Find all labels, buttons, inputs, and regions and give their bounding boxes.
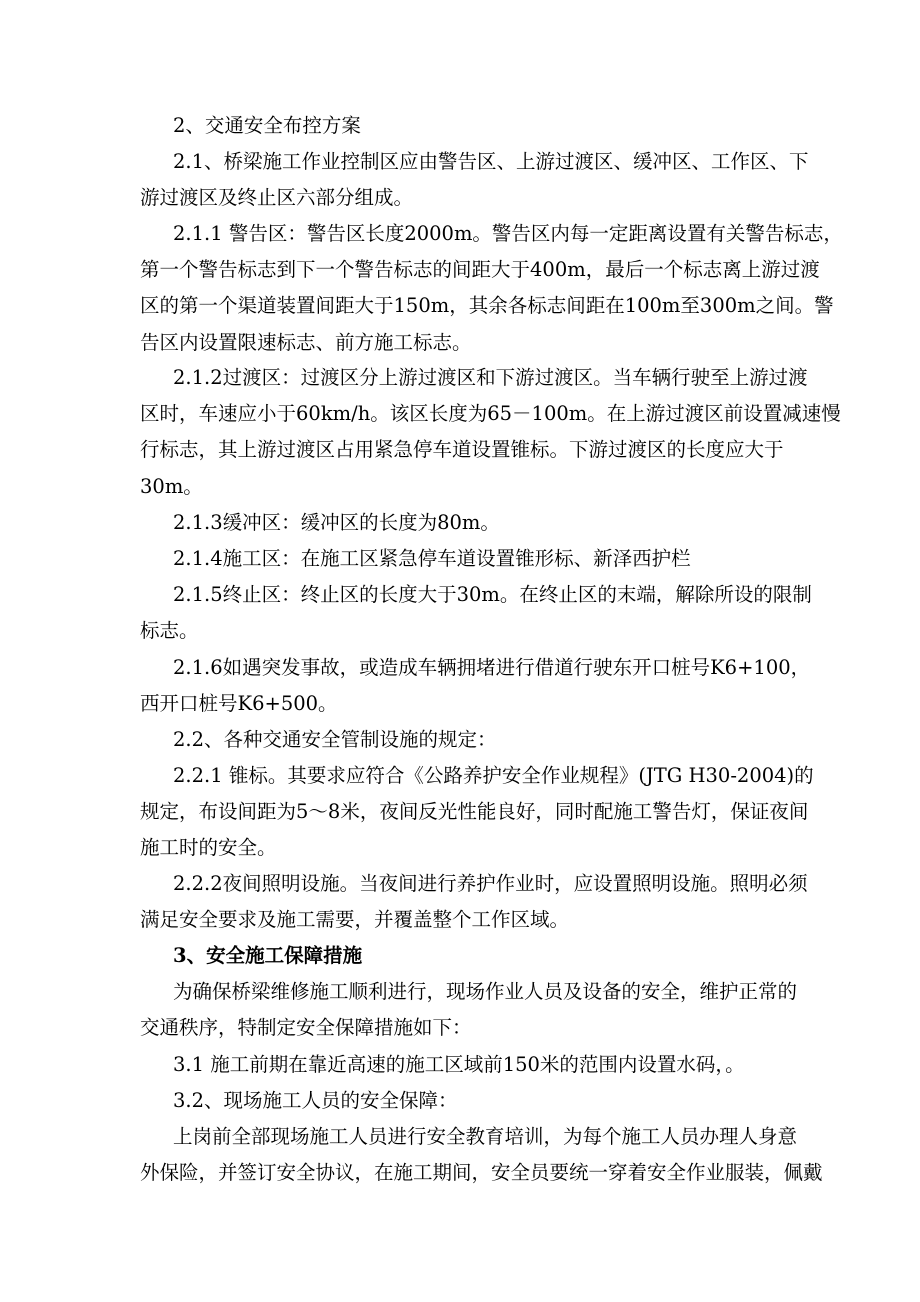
- paragraph-2-1-4: 2.1.4施工区：在施工区紧急停车道设置锥形标、新泽西护栏: [173, 547, 691, 570]
- paragraph-2-1-5: 2.1.5终止区：终止区的长度大于30m。在终止区的末端，解除所设的限制 标志。: [140, 583, 812, 643]
- paragraph-2-2: 2.2、各种交通安全管制设施的规定：: [173, 728, 497, 751]
- paragraph-2-2-1: 2.2.1 锥标。其要求应符合《公路养护安全作业规程》(JTG H30-2004)的 规定，布设间距为5～8米，夜间反光性能良好，同时配施工警告灯，保证夜间 施工时的安全。: [140, 764, 814, 860]
- paragraph-2-1-3: 2.1.3缓冲区：缓冲区的长度为80m。: [173, 511, 500, 534]
- heading-safety-construction-measures: 3、安全施工保障措施: [173, 944, 363, 967]
- paragraph-2-1-6: 2.1.6如遇突发事故，或造成车辆拥堵进行借道行驶东开口桩号K6+100， 西开口桩号K6+500。: [140, 656, 811, 716]
- heading-traffic-safety-plan: 2、交通安全布控方案: [173, 114, 361, 137]
- paragraph-2-1-2: 2.1.2过渡区：过渡区分上游过渡区和下游过渡区。当车辆行驶至上游过渡 区时，车速应小于60km/h。该区长度为65－100m。在上游过渡区前设置减速慢 行标志，其上游过渡区占用紧急停车道设置锥标。下游过渡区的长度应大于 30m。: [140, 366, 841, 498]
- paragraph-3-1: 3.1 施工前期在靠近高速的施工区域前150米的范围内设置水码，。: [173, 1053, 745, 1076]
- paragraph-2-1: 2.1、桥梁施工作业控制区应由警告区、上游过渡区、缓冲区、工作区、下 游过渡区及终止区六部分组成。: [140, 150, 809, 210]
- paragraph-3-intro: 为确保桥梁维修施工顺利进行，现场作业人员及设备的安全，维护正常的 交通秩序，特制定安全保障措施如下：: [140, 980, 798, 1040]
- paragraph-3-2-body: 上岗前全部现场施工人员进行安全教育培训，为每个施工人员办理人身意 外保险，并签订安全协议，在施工期间，安全员要统一穿着安全作业服装，佩戴: [140, 1125, 823, 1185]
- paragraph-3-2: 3.2、现场施工人员的安全保障：: [173, 1089, 458, 1112]
- paragraph-2-1-1: 2.1.1 警告区：警告区长度2000m。警告区内每一定距离设置有关警告标志， 第一个警告标志到下一个警告标志的间距大于400m，最后一个标志离上游过渡 区的第一个渠道装置间距大于150m，其余各标志间距在100m至300m之间。警 告区内设置限速标志、前方施工标志。: [140, 222, 843, 354]
- paragraph-2-2-2: 2.2.2夜间照明设施。当夜间进行养护作业时，应设置照明设施。照明必须 满足安全要求及施工需要，并覆盖整个工作区域。: [140, 872, 808, 932]
